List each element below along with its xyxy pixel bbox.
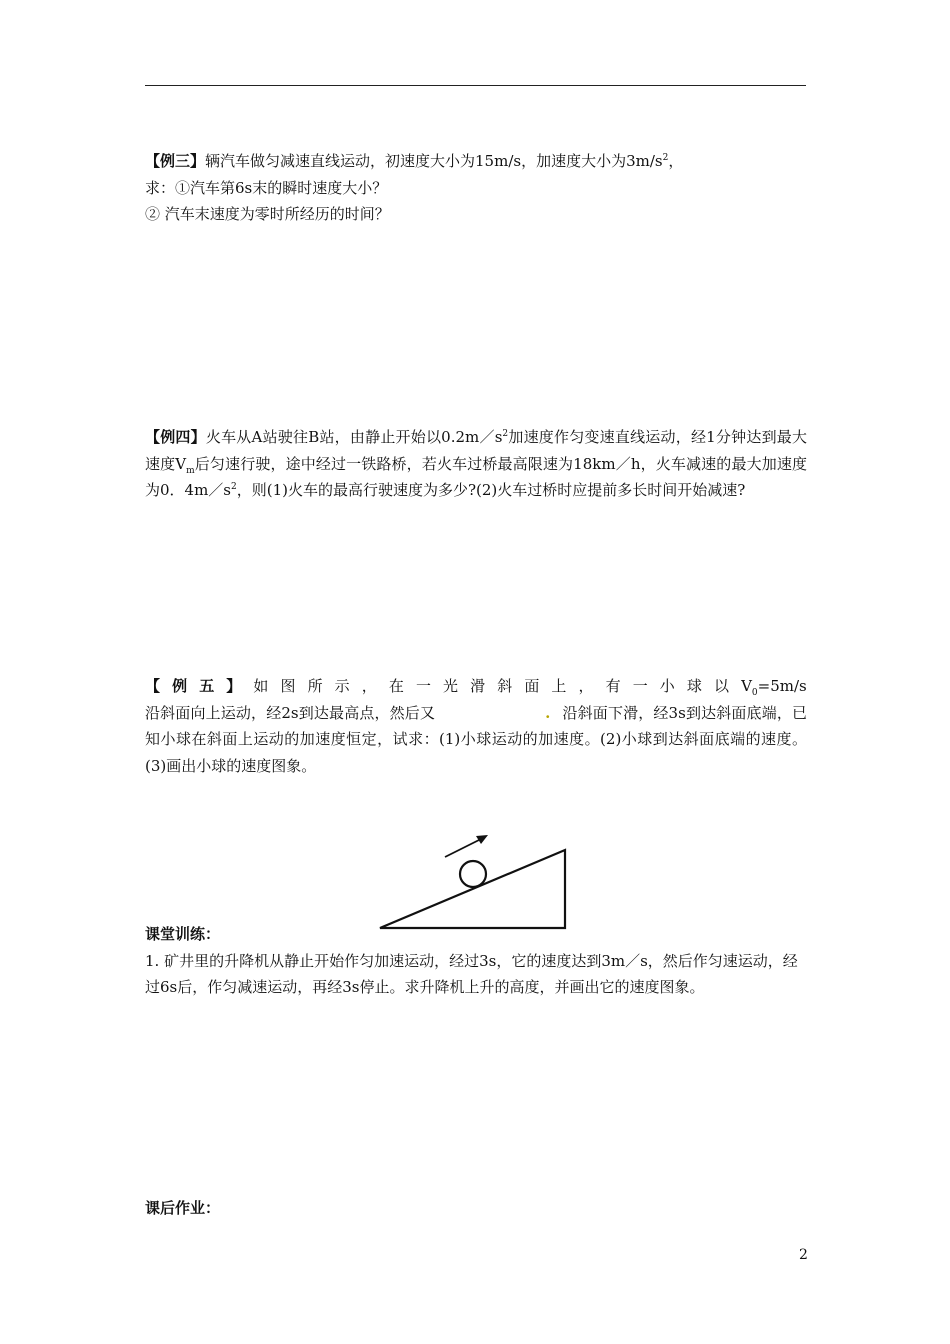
text-char: 光 (443, 677, 459, 695)
homework-title: 课后作业： (145, 1199, 221, 1217)
incline-diagram (375, 828, 575, 934)
example-3-question-2: ② 汽车末速度为零时所经历的时间？ (145, 205, 390, 223)
text-char: ， (361, 677, 377, 695)
velocity-value: =5m/s (757, 677, 807, 695)
text-char: ， (578, 677, 594, 695)
example-5-line-1 (145, 673, 807, 700)
label-char: 【 (145, 677, 161, 695)
text-char: 在 (388, 677, 404, 695)
example-4-text-1: 火车从A站驶往B站，由静止开始以0.2m／s (205, 428, 503, 446)
example-3 (145, 148, 807, 228)
example-5-text-2: 沿斜面下滑，经3s到达斜面底端，已知小球在斜面上运动的加速度恒定，试求：(1)小球运动的加速度。(2)小球到达斜面底端的速度。(3)画出小球的速度图象。 (145, 703, 807, 775)
header-rule (145, 85, 806, 86)
example-5-body (145, 700, 807, 780)
example-5-text-1: 沿斜面向上运动，经2s到达最高点，然后又 (145, 703, 436, 722)
example-3-line1-tail: ， (668, 152, 684, 170)
practice-question-1: 1. 矿井里的升降机从静止开始作匀加速运动，经过3s，它的速度达到3m／s，然后作匀速运动，经过6s后，作匀减速运动，再经3s停止。求升降机上升的高度，并画出它的速度图象。 (145, 951, 798, 996)
text-char: 示 (334, 677, 350, 695)
subscript: m (186, 465, 195, 476)
text-char: 图 (280, 677, 296, 695)
example-4-label: 【例四】 (145, 428, 206, 446)
text-char: 如 (253, 677, 269, 695)
arrow-head-icon (476, 835, 488, 844)
practice-section (145, 921, 807, 1001)
text-char: 滑 (470, 677, 486, 695)
label-char: 五 (199, 677, 215, 695)
text-char: 球 (686, 677, 702, 695)
text-char: 有 (605, 677, 621, 695)
label-char: 例 (172, 677, 188, 695)
example-3-label: 【例三】 (145, 152, 206, 170)
superscript: 2 (502, 429, 509, 439)
text-char: 上 (551, 677, 567, 695)
example-4-text-2: 加速度作匀变速直线运动，经1分钟达到最大速度V (145, 428, 808, 473)
text-char: 以 (713, 677, 729, 695)
superscript: 2 (662, 153, 669, 163)
text-char: 小 (659, 677, 675, 695)
ball (460, 861, 486, 887)
example-3-question-1: 求：①汽车第6s末的瞬时速度大小？ (145, 178, 388, 197)
practice-title: 课堂训练： (145, 925, 221, 943)
example-4-text-3: 后匀速行驶，途中经过一铁路桥，若火车过桥最高限速为18km／h，火车减速的最大加速度为0．4m／s (145, 454, 807, 499)
text-char: 一 (415, 677, 431, 695)
text-char: 所 (307, 677, 323, 695)
subscript: 0 (751, 688, 758, 698)
initial-velocity (741, 673, 807, 700)
text-char: 一 (632, 677, 648, 695)
velocity-symbol: V (741, 677, 752, 695)
example-3-line1: 辆汽车做匀减速直线运动，初速度大小为15m/s，加速度大小为3m/s (205, 152, 663, 170)
example-5 (145, 673, 807, 779)
label-char: 】 (226, 677, 242, 695)
example-4-text-4: ，则(1)火车的最高行驶速度为多少?(2)火车过桥时应提前多长时间开始减速? (236, 481, 746, 499)
page-number: 2 (799, 1247, 808, 1263)
stray-dot: . (545, 703, 551, 722)
text-char: 面 (524, 677, 540, 695)
superscript: 2 (231, 482, 237, 492)
text-char: 斜 (497, 677, 513, 695)
example-4 (145, 424, 807, 504)
